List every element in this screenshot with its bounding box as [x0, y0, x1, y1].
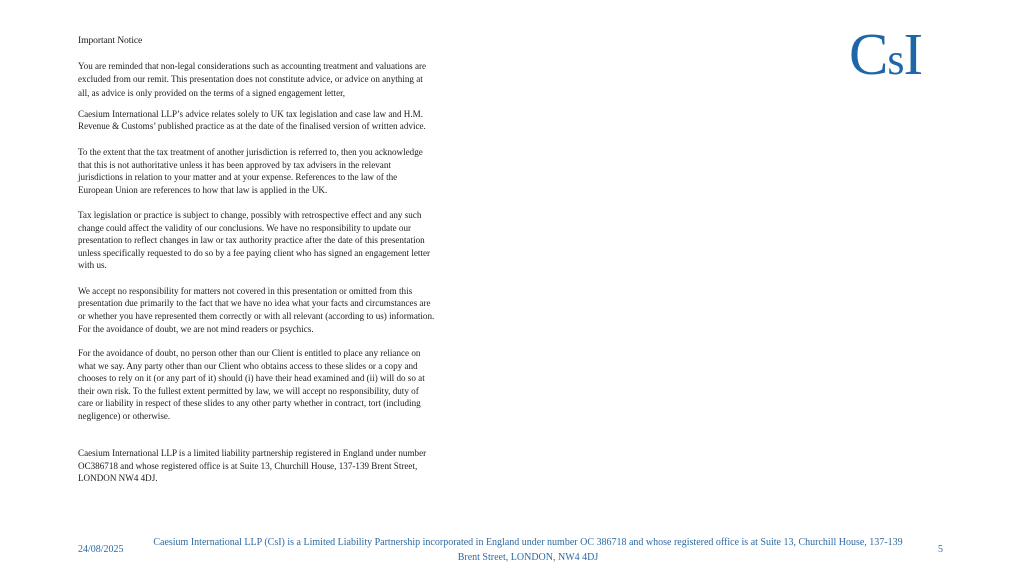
logo-letter-i: I: [903, 21, 923, 87]
notice-paragraph-reliance: For the avoidance of doubt, no person other than our Client is entitled to place any reliance on what we say. Any party other than our Client who obtains access to these slides or a copy and chooses to rely on it (or any part of it) should (i) have their head examined and (ii) will do so at their own risk. To the fullest extent permitted by law, we will accept no responsibility, duty of care or liability in respect of these slides to any other party whether in contract, tort (including negligence) or otherwise.: [78, 348, 425, 421]
notice-paragraph-uk-law: Caesium International LLP’s advice relates solely to UK tax legislation and case law and H.M. Revenue & Customs’ published practice as at the date of the finalised version of written advice.: [78, 108, 426, 132]
notice-paragraph-responsibility: We accept no responsibility for matters not covered in this presentation or omitted from this presentation due primarily to the fact that we have no idea what your facts and circumstances are or whether you have represented them correctly or with all relevant (according to us) information. For the avoidance of doubt, we are not mind readers or psychics.: [78, 285, 435, 334]
page-number: 5: [938, 544, 943, 555]
notice-paragraph-other-jurisdiction: To the extent that the tax treatment of another jurisdiction is referred to, then you acknowledge that this is not authoritative unless it has been approved by tax advisers in the relevant jurisdictions in relation to your matter and at your expense. References to the law of the European Union are references to how that law is applied in the UK.: [78, 146, 423, 195]
logo-letter-c: C: [849, 21, 888, 87]
logo-letter-s: s: [887, 35, 904, 84]
notice-paragraph-legislation-change: Tax legislation or practice is subject to change, possibly with retrospective effect and any such change could affect the validity of our conclusions. We have no responsibility to update our presentation to reflect changes in law or tax authority practice after the date of this presentation unless specifically requested to do so by a fee paying client who has signed an engagement letter with us.: [78, 210, 431, 271]
footer-date: 24/08/2025: [78, 544, 124, 555]
notice-paragraph-remit: You are reminded that non-legal considerations such as accounting treatment and valuations are excluded from our remit. This presentation does not constitute advice, or advice on anything at all, as advice is only provided on the terms of a signed engagement letter,: [78, 61, 427, 98]
footer-legal-text: Caesium International LLP (CsI) is a Limited Liability Partnership incorporated in England under number OC 386718 and whose registered office is at Suite 13, Churchill House, 137-139 Brent Street, LONDON, NW4 4DJ: [153, 537, 903, 563]
csi-logo: [849, 22, 922, 92]
notice-body: [78, 60, 518, 485]
notice-title: Important Notice: [78, 35, 143, 46]
notice-paragraph-registration: Caesium International LLP is a limited liability partnership registered in England under number OC386718 and whose registered office is at Suite 13, Churchill House, 137-139 Brent Street, LONDON NW4 4DJ.: [78, 448, 427, 484]
